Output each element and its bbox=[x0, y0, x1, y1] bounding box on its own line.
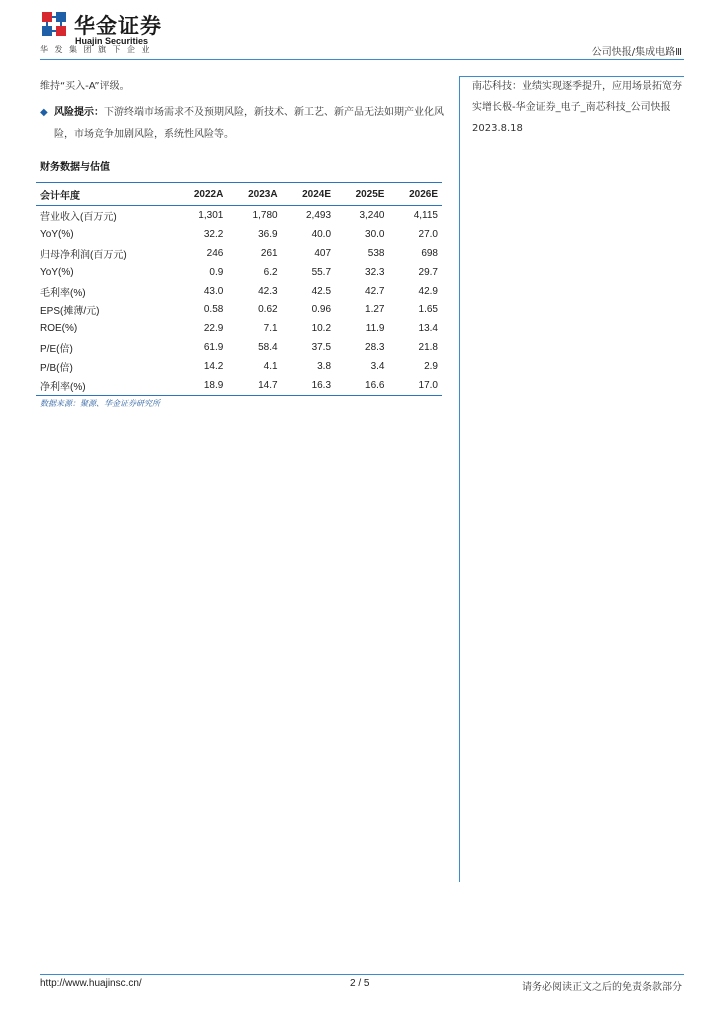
table-body bbox=[36, 206, 442, 396]
row-label: 归母净利润(百万元) bbox=[40, 249, 127, 261]
table-cell: 37.5 bbox=[311, 342, 332, 354]
table-cell: 538 bbox=[367, 247, 385, 259]
table-cell: 2,493 bbox=[306, 209, 332, 221]
table-cell: 61.9 bbox=[203, 342, 224, 354]
huajin-logo-icon bbox=[40, 10, 68, 38]
table-row bbox=[36, 376, 442, 395]
page-number: 2 / 5 bbox=[350, 978, 370, 989]
table-row bbox=[36, 263, 442, 282]
table-cell: 698 bbox=[421, 247, 438, 259]
main-content bbox=[40, 76, 444, 146]
table-cell: 16.3 bbox=[282, 376, 335, 395]
table-row bbox=[36, 282, 442, 301]
row-label: ROE(%) bbox=[40, 323, 78, 335]
table-cell: 14.7 bbox=[227, 376, 281, 395]
diamond-bullet-icon: ◆ bbox=[40, 107, 48, 118]
row-label: 净利率(%) bbox=[36, 376, 173, 395]
table-cell: 55.7 bbox=[311, 266, 332, 278]
table-cell: 1,301 bbox=[198, 209, 224, 221]
column-header: 2023A bbox=[227, 183, 281, 206]
report-category: 公司快报/集成电路Ⅲ bbox=[591, 47, 682, 58]
data-source-note: 数据来源：聚源、华金证券研究所 bbox=[40, 399, 160, 408]
table-cell: 42.3 bbox=[258, 285, 278, 297]
column-header: 2026E bbox=[388, 183, 442, 206]
column-header: 2022A bbox=[173, 183, 227, 206]
table-cell: 17.0 bbox=[388, 376, 442, 395]
table-row bbox=[36, 357, 442, 376]
table-cell: 28.3 bbox=[365, 342, 385, 354]
table-row bbox=[36, 319, 442, 338]
row-label: 营业收入(百万元) bbox=[40, 211, 117, 223]
table-cell: 42.5 bbox=[311, 285, 332, 297]
row-label: YoY(%) bbox=[40, 228, 74, 240]
table-cell: 29.7 bbox=[418, 266, 438, 278]
table-cell: 36.9 bbox=[258, 228, 278, 240]
table-cell: 407 bbox=[314, 247, 332, 259]
table-cell: 42.7 bbox=[365, 285, 385, 297]
table-cell: 4,115 bbox=[413, 209, 438, 221]
table-cell: 0.9 bbox=[209, 266, 224, 278]
table-cell: 22.9 bbox=[203, 323, 224, 335]
table-cell: 13.4 bbox=[418, 323, 438, 335]
table-row bbox=[36, 338, 442, 357]
table-cell: 16.6 bbox=[335, 376, 388, 395]
table-cell: 261 bbox=[260, 247, 278, 259]
table-cell: 27.0 bbox=[418, 228, 438, 240]
disclaimer-note: 请务必阅读正文之后的免责条款部分 bbox=[522, 982, 682, 993]
table-cell: 40.0 bbox=[311, 228, 332, 240]
table-cell: 58.4 bbox=[258, 342, 278, 354]
table-cell: 3,240 bbox=[359, 209, 385, 221]
risk-label: 风险提示： bbox=[54, 107, 104, 118]
table-cell: 3.4 bbox=[370, 361, 385, 373]
risk-paragraph bbox=[40, 102, 444, 146]
column-header: 2025E bbox=[335, 183, 388, 206]
table-cell: 0.62 bbox=[258, 304, 278, 316]
table-cell: 4.1 bbox=[263, 361, 278, 373]
table-row bbox=[36, 300, 442, 319]
financial-table-title: 财务数据与估值 bbox=[40, 162, 110, 173]
table-cell: 42.9 bbox=[418, 285, 438, 297]
table-cell: 32.2 bbox=[203, 228, 224, 240]
table-cell: 2.9 bbox=[424, 361, 438, 373]
table-cell: 0.58 bbox=[203, 304, 224, 316]
company-tagline: 华发集团旗下企业 bbox=[40, 45, 156, 54]
rating-paragraph: 维持“买入-A”评级。 bbox=[40, 81, 130, 92]
row-label: P/E(倍) bbox=[40, 344, 73, 356]
table-cell: 1,780 bbox=[252, 209, 278, 221]
table-cell: 3.8 bbox=[317, 361, 332, 373]
table-cell: 43.0 bbox=[203, 285, 224, 297]
column-header: 2024E bbox=[282, 183, 335, 206]
table-cell: 7.1 bbox=[263, 323, 278, 335]
table-cell: 11.9 bbox=[365, 323, 385, 335]
table-header-row bbox=[36, 183, 442, 206]
table-cell: 18.9 bbox=[173, 376, 227, 395]
table-cell: 21.8 bbox=[418, 342, 438, 354]
row-label: EPS(摊薄/元) bbox=[40, 306, 100, 318]
table-cell: 32.3 bbox=[365, 266, 385, 278]
risk-text: 下游终端市场需求不及预期风险，新技术、新工艺、新产品无法如期产业化风险，市场竞争加剧风险，系统性风险等。 bbox=[54, 107, 444, 140]
table-row bbox=[36, 225, 442, 244]
logo-english-name: Huajin Securities bbox=[75, 36, 149, 46]
logo-chinese-name: 华金证券 bbox=[74, 14, 162, 38]
table-cell: 246 bbox=[206, 247, 224, 259]
sidebar-divider bbox=[459, 76, 460, 882]
table-cell: 14.2 bbox=[203, 361, 224, 373]
table-cell: 10.2 bbox=[311, 323, 332, 335]
header-divider bbox=[40, 59, 684, 60]
row-label: 毛利率(%) bbox=[40, 287, 86, 299]
table-cell: 1.65 bbox=[418, 304, 438, 316]
table-cell: 0.96 bbox=[311, 304, 332, 316]
related-report-link[interactable]: 南芯科技：业绩实现逐季提升，应用场景拓宽夯实增长极-华金证券_电子_南芯科技_公司快报 2023.8.18 bbox=[472, 81, 682, 134]
table-cell: 1.27 bbox=[365, 304, 385, 316]
column-header: 会计年度 bbox=[36, 183, 173, 206]
table-cell: 30.0 bbox=[365, 228, 385, 240]
row-label: P/B(倍) bbox=[40, 363, 73, 375]
financial-data-table bbox=[36, 182, 442, 396]
table-row bbox=[36, 244, 442, 263]
row-label: YoY(%) bbox=[40, 266, 74, 278]
website-link[interactable]: http://www.huajinsc.cn/ bbox=[40, 978, 142, 989]
table-cell: 6.2 bbox=[263, 266, 278, 278]
footer-divider bbox=[40, 974, 684, 975]
table-row bbox=[36, 206, 442, 225]
